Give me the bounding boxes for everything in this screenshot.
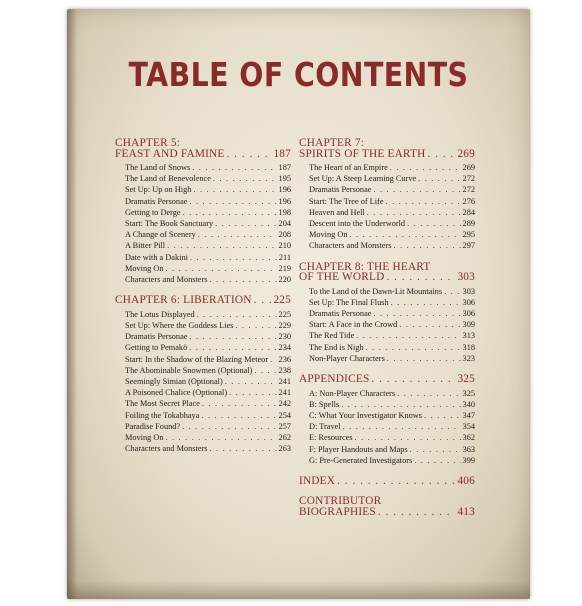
- toc-entry[interactable]: [125, 229, 291, 240]
- toc-entry-page: 263: [278, 444, 291, 454]
- section-page-number: 187: [273, 147, 291, 160]
- toc-entry-title: Getting to Pemakö: [125, 343, 188, 353]
- dot-leader: [229, 387, 276, 398]
- toc-entry[interactable]: [125, 309, 291, 320]
- toc-entry[interactable]: [309, 184, 475, 195]
- section-heading-row: [299, 272, 475, 283]
- section-heading[interactable]: [115, 138, 291, 159]
- dot-leader: [427, 149, 455, 160]
- toc-entry-title: E: Resources: [309, 433, 353, 443]
- dot-leader: [215, 218, 276, 229]
- toc-section: [299, 262, 475, 364]
- toc-entry-page: 210: [278, 241, 291, 251]
- dot-leader: [387, 353, 461, 364]
- toc-entry-page: 318: [462, 342, 475, 352]
- dot-leader: [197, 309, 277, 320]
- dot-leader: [378, 507, 456, 518]
- toc-entry[interactable]: [125, 263, 291, 274]
- dot-leader: [341, 399, 460, 410]
- dot-leader: [391, 297, 461, 308]
- toc-entry-page: 347: [462, 410, 475, 420]
- book-page: [67, 9, 530, 599]
- toc-entry[interactable]: [309, 207, 475, 218]
- toc-entry[interactable]: [309, 240, 475, 251]
- toc-entry-page: 196: [278, 196, 291, 206]
- toc-entry-page: 262: [278, 432, 291, 442]
- toc-entry-page: 297: [462, 241, 475, 251]
- section-heading-line2: OF THE WORLD: [299, 271, 385, 284]
- toc-entry[interactable]: [125, 173, 291, 184]
- toc-entry-page: 306: [462, 309, 475, 319]
- toc-entry-page: 219: [278, 263, 291, 273]
- toc-entry-title: A Change of Scenery: [125, 230, 196, 240]
- toc-entry-list: [299, 388, 475, 466]
- toc-entry-title: The Heart of an Empire: [309, 163, 388, 172]
- toc-entry-page: 230: [278, 332, 291, 342]
- toc-entry[interactable]: [125, 274, 291, 285]
- dot-leader: [414, 455, 460, 466]
- toc-entry-title: The End is Nigh: [309, 342, 364, 352]
- toc-entry-page: 272: [462, 185, 475, 195]
- toc-entry-title: A Poisoned Chalice (Optional): [125, 388, 228, 398]
- toc-entry-page: 284: [462, 207, 475, 217]
- toc-entry-title: The Land of Benevolence: [125, 174, 211, 184]
- section-heading[interactable]: [115, 295, 291, 306]
- section-heading-row: [115, 295, 291, 306]
- toc-entry-page: 289: [462, 219, 475, 229]
- section-heading-line2: APPENDICES: [299, 373, 370, 386]
- toc-entry-page: 234: [278, 343, 291, 353]
- toc-entry[interactable]: [125, 240, 291, 251]
- toc-entry-title: The Abominable Snowmen (Optional): [125, 365, 253, 375]
- toc-entry[interactable]: [125, 376, 291, 387]
- toc-entry[interactable]: [309, 286, 475, 297]
- dot-leader: [373, 308, 460, 319]
- toc-entry-page: 225: [278, 309, 291, 319]
- toc-entry-title: Set Up: The Final Flush: [309, 297, 389, 307]
- toc-entry[interactable]: [309, 410, 475, 421]
- toc-entry[interactable]: [125, 196, 291, 207]
- dot-leader: [227, 149, 272, 160]
- toc-entry-title: Moving On: [125, 432, 164, 442]
- toc-entry-title: The Lotus Displayed: [125, 309, 195, 319]
- section-page-number: 325: [457, 373, 475, 386]
- section-heading-row: [299, 374, 475, 385]
- toc-entry[interactable]: [309, 162, 475, 173]
- toc-entry[interactable]: [125, 387, 291, 398]
- toc-entry[interactable]: [125, 162, 291, 173]
- toc-entry[interactable]: [309, 330, 475, 341]
- toc-entry-page: 236: [278, 354, 291, 364]
- toc-entry-list: [115, 162, 291, 285]
- dot-leader: [424, 410, 461, 421]
- toc-section: [299, 374, 475, 466]
- toc-entry-title: Set Up: Where the Goddess Lies: [125, 320, 234, 330]
- dot-leader: [189, 342, 276, 353]
- toc-entry-title: The Most Secret Place: [125, 399, 200, 409]
- toc-entry-page: 204: [278, 219, 291, 229]
- toc-entry-title: Characters and Monsters: [309, 241, 392, 251]
- toc-entry-list: [115, 309, 291, 455]
- toc-entry[interactable]: [309, 173, 475, 184]
- section-heading-line2: FEAST AND FAMINE: [115, 147, 225, 160]
- section-heading-line1: CHAPTER 8: THE HEART: [299, 260, 431, 273]
- dot-leader: [366, 342, 461, 353]
- section-page-number: 413: [457, 505, 475, 518]
- toc-entry-title: Start: A Face in the Crowd: [309, 320, 398, 330]
- section-page-number: 269: [457, 147, 475, 160]
- dot-leader: [350, 229, 461, 240]
- toc-entry[interactable]: [309, 196, 475, 207]
- toc-entry-title: Start: In the Shadow of the Blazing Meteor: [125, 354, 269, 364]
- toc-entry-list: [299, 286, 475, 364]
- toc-entry[interactable]: [125, 218, 291, 229]
- toc-entry[interactable]: [309, 421, 475, 432]
- toc-entry-page: 238: [278, 365, 291, 375]
- section-heading-line2: CHAPTER 6: LIBERATION: [115, 294, 252, 307]
- page-title: TABLE OF CONTENTS: [128, 55, 469, 94]
- toc-entry-page: 242: [278, 399, 291, 409]
- toc-entry-title: To the Land of the Dawn-Lit Mountains: [309, 286, 443, 296]
- dot-leader: [390, 162, 461, 173]
- toc-entry[interactable]: [125, 354, 291, 365]
- dot-leader: [270, 354, 276, 365]
- dot-leader: [371, 374, 455, 385]
- dot-leader: [193, 184, 276, 195]
- toc-entry[interactable]: [309, 455, 475, 466]
- toc-entry-title: F: Player Handouts and Maps: [309, 444, 408, 454]
- toc-entry-page: 195: [278, 174, 291, 184]
- toc-entry-title: Dramatis Personae: [309, 185, 372, 195]
- toc-entry-page: 309: [462, 320, 475, 330]
- dot-leader: [190, 252, 277, 263]
- toc-entry[interactable]: [125, 410, 291, 421]
- dot-leader: [166, 263, 277, 274]
- toc-entry-title: Dramatis Personae: [125, 196, 188, 206]
- dot-leader: [182, 421, 276, 432]
- toc-entry-page: 323: [462, 353, 475, 363]
- toc-entry[interactable]: [309, 399, 475, 410]
- toc-entry-title: D: Travel: [309, 422, 341, 432]
- toc-entry[interactable]: [125, 398, 291, 409]
- toc-entry-title: Start: The Book Sanctuary: [125, 219, 214, 229]
- toc-entry[interactable]: [309, 319, 475, 330]
- dot-leader: [343, 421, 461, 432]
- dot-leader: [386, 272, 455, 283]
- toc-entry-title: B: Spells: [309, 399, 340, 409]
- toc-entry-title: Heaven and Hell: [309, 207, 365, 217]
- toc-entry-page: 399: [462, 455, 475, 465]
- toc-section: [115, 138, 291, 285]
- toc-entry[interactable]: [125, 432, 291, 443]
- dot-leader: [209, 274, 276, 285]
- toc-entry-title: Getting to Derge: [125, 207, 181, 217]
- section-page-number: 303: [457, 271, 475, 284]
- section-heading[interactable]: [299, 374, 475, 385]
- dot-leader: [356, 330, 460, 341]
- dot-leader: [367, 207, 461, 218]
- toc-entry-title: Foiling the Tokabhaya: [125, 410, 200, 420]
- dot-leader: [355, 432, 461, 443]
- dot-leader: [254, 295, 272, 306]
- toc-entry[interactable]: [309, 308, 475, 319]
- toc-entry-title: A: Non-Player Characters: [309, 388, 396, 398]
- toc-entry-page: 362: [462, 433, 475, 443]
- toc-entry[interactable]: [309, 229, 475, 240]
- dot-leader: [386, 196, 461, 207]
- section-heading-row: [299, 149, 475, 160]
- section-heading-row: [115, 149, 291, 160]
- toc-entry-title: C: What Your Investigator Knows: [309, 410, 423, 420]
- dot-leader: [397, 388, 460, 399]
- dot-leader: [167, 240, 276, 251]
- toc-entry[interactable]: [309, 444, 475, 455]
- toc-entry-title: Moving On: [309, 230, 348, 240]
- section-heading-line1: CONTRIBUTOR: [299, 495, 382, 508]
- toc-entry[interactable]: [309, 388, 475, 399]
- toc-entry-page: 241: [278, 376, 291, 386]
- toc-section: [299, 476, 475, 487]
- toc-entry-title: Date with a Dakini: [125, 252, 188, 262]
- section-heading-line2: BIOGRAPHIES: [299, 505, 376, 518]
- toc-entry[interactable]: [125, 342, 291, 353]
- toc-section: [115, 295, 291, 454]
- toc-entry-title: Descent into the Underworld: [309, 219, 406, 229]
- section-heading-row: [299, 507, 475, 518]
- toc-entry-page: 187: [278, 163, 291, 172]
- toc-entry-title: Characters and Monsters: [125, 275, 208, 285]
- dot-leader: [410, 444, 461, 455]
- toc-entry[interactable]: [125, 331, 291, 342]
- dot-leader: [407, 218, 460, 229]
- toc-entry-page: 363: [462, 444, 475, 454]
- section-page-number: 406: [457, 474, 475, 487]
- section-heading-line2: SPIRITS OF THE EARTH: [299, 147, 426, 160]
- toc-entry-title: Seemingly Simian (Optional): [125, 376, 223, 386]
- toc-entry-title: Set Up: A Steep Learning Curve: [309, 174, 417, 184]
- toc-entry[interactable]: [309, 218, 475, 229]
- toc-entry[interactable]: [309, 432, 475, 443]
- toc-entry-list: [299, 162, 475, 252]
- toc-entry-title: The Red Tide: [309, 331, 355, 341]
- section-heading[interactable]: [299, 138, 475, 159]
- section-heading-row: [299, 476, 475, 487]
- toc-entry-title: Characters and Monsters: [125, 444, 208, 454]
- section-heading-line1: CHAPTER 7:: [299, 137, 365, 149]
- toc-entry[interactable]: [309, 342, 475, 353]
- toc-entry-page: 272: [462, 174, 475, 184]
- toc-entry[interactable]: [125, 207, 291, 218]
- toc-section: [299, 496, 475, 517]
- dot-leader: [373, 184, 460, 195]
- section-heading[interactable]: [299, 262, 475, 283]
- toc-entry-page: 257: [278, 421, 291, 431]
- dot-leader: [399, 319, 460, 330]
- toc-entry[interactable]: [309, 297, 475, 308]
- section-page-number: 225: [273, 294, 291, 307]
- section-heading[interactable]: [299, 476, 475, 487]
- toc-entry[interactable]: [125, 365, 291, 376]
- section-heading-line2: INDEX: [299, 474, 336, 487]
- toc-entry-title: A Bitter Pill: [125, 241, 166, 251]
- dot-leader: [166, 432, 277, 443]
- toc-entry-page: 198: [278, 207, 291, 217]
- toc-entry-page: 295: [462, 230, 475, 240]
- toc-entry-page: 220: [278, 275, 291, 285]
- toc-entry[interactable]: [125, 443, 291, 454]
- dot-leader: [213, 173, 277, 184]
- dot-leader: [189, 331, 276, 342]
- dot-leader: [235, 320, 276, 331]
- toc-entry[interactable]: [125, 320, 291, 331]
- toc-entry[interactable]: [309, 353, 475, 364]
- section-heading[interactable]: [299, 496, 475, 517]
- toc-entry-page: 340: [462, 399, 475, 409]
- toc-entry-page: 196: [278, 185, 291, 195]
- toc-right-column: [299, 138, 475, 527]
- dot-leader: [418, 173, 460, 184]
- toc-entry-page: 306: [462, 297, 475, 307]
- toc-entry-page: 313: [462, 331, 475, 341]
- dot-leader: [201, 410, 276, 421]
- toc-entry-title: Non-Player Characters: [309, 353, 385, 363]
- toc-entry-title: G: Pre-Generated Investigators: [309, 455, 413, 465]
- dot-leader: [444, 286, 460, 297]
- toc-entry-title: Dramatis Personae: [309, 309, 372, 319]
- toc-section: [299, 138, 475, 252]
- toc-entry-page: 241: [278, 388, 291, 398]
- toc-entry-page: 303: [462, 286, 475, 296]
- toc-entry[interactable]: [125, 184, 291, 195]
- dot-leader: [225, 376, 277, 387]
- toc-entry-page: 229: [278, 320, 291, 330]
- toc-entry-page: 354: [462, 422, 475, 432]
- dot-leader: [189, 196, 276, 207]
- toc-entry-page: 325: [462, 388, 475, 398]
- toc-entry-title: The Land of Snows: [125, 163, 191, 172]
- dot-leader: [254, 365, 276, 376]
- toc-entry-title: Paradise Found?: [125, 421, 181, 431]
- toc-entry-title: Set Up: Up on High: [125, 185, 192, 195]
- dot-leader: [202, 398, 277, 409]
- toc-entry-title: Moving On: [125, 263, 164, 273]
- toc-entry-page: 254: [278, 410, 291, 420]
- dot-leader: [183, 207, 277, 218]
- toc-entry[interactable]: [125, 252, 291, 263]
- toc-entry-title: Dramatis Personae: [125, 332, 188, 342]
- toc-entry-page: 208: [278, 230, 291, 240]
- dot-leader: [337, 476, 455, 487]
- dot-leader: [209, 443, 276, 454]
- toc-entry-page: 211: [278, 252, 291, 262]
- toc-entry[interactable]: [125, 421, 291, 432]
- toc-entry-page: 276: [462, 196, 475, 206]
- dot-leader: [198, 229, 277, 240]
- toc-left-column: [115, 138, 291, 464]
- toc-entry-page: 269: [462, 163, 475, 172]
- section-heading-line1: CHAPTER 5:: [115, 137, 181, 149]
- dot-leader: [192, 162, 276, 173]
- dot-leader: [393, 240, 460, 251]
- toc-entry-title: Start: The Tree of Life: [309, 196, 384, 206]
